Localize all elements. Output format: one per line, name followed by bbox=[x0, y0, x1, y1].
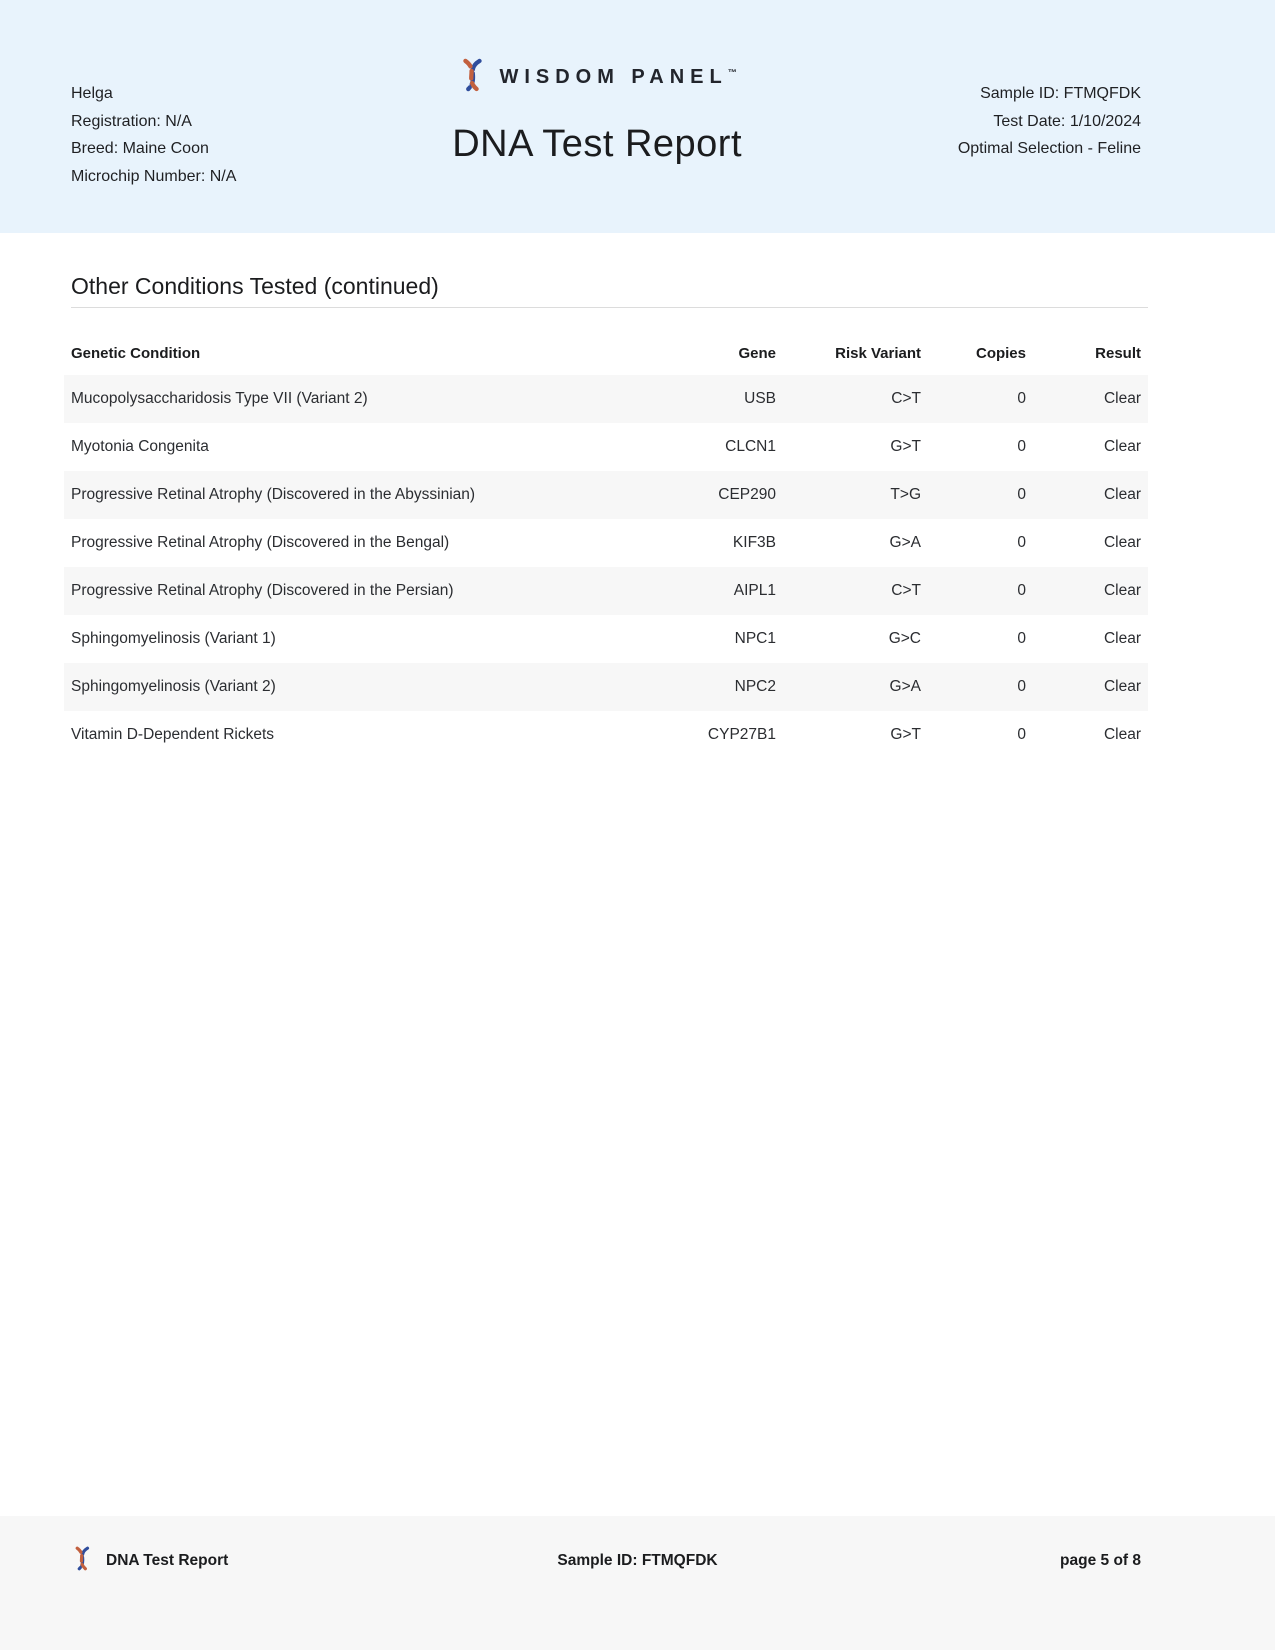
brand-text: WISDOM PANEL bbox=[499, 66, 728, 88]
table-row bbox=[64, 519, 1148, 567]
table-body bbox=[64, 375, 1148, 759]
test-date: Test Date: 1/10/2024 bbox=[993, 112, 1141, 130]
table-row bbox=[64, 471, 1148, 519]
cell-risk-variant: G>A bbox=[889, 678, 921, 695]
brand-wordmark bbox=[499, 66, 736, 89]
cell-copies: 0 bbox=[1017, 726, 1026, 743]
pet-name: Helga bbox=[71, 85, 113, 102]
table-row bbox=[64, 423, 1148, 471]
table-header-row bbox=[64, 308, 1148, 375]
cell-copies: 0 bbox=[1017, 438, 1026, 455]
table-header bbox=[64, 308, 1148, 375]
report-header bbox=[0, 0, 1275, 233]
footer-sample-id: Sample ID: FTMQFDK bbox=[557, 1552, 718, 1569]
cell-result: Clear bbox=[1103, 630, 1141, 647]
cell-genetic-condition: Progressive Retinal Atrophy (Discovered in the Bengal) bbox=[71, 534, 450, 551]
cell-result: Clear bbox=[1103, 486, 1141, 503]
cell-copies: 0 bbox=[1017, 630, 1026, 647]
table-row bbox=[64, 711, 1148, 759]
cell-risk-variant: G>T bbox=[890, 438, 921, 455]
cell-genetic-condition: Progressive Retinal Atrophy (Discovered in the Persian) bbox=[71, 582, 454, 599]
cell-copies: 0 bbox=[1017, 486, 1026, 503]
cell-risk-variant: T>G bbox=[890, 486, 921, 503]
cell-genetic-condition: Myotonia Congenita bbox=[71, 438, 209, 455]
cell-gene: KIF3B bbox=[732, 534, 776, 551]
cell-copies: 0 bbox=[1017, 534, 1026, 551]
product-name: Optimal Selection - Feline bbox=[957, 140, 1141, 157]
cell-copies: 0 bbox=[1017, 582, 1026, 599]
cell-copies: 0 bbox=[1017, 678, 1026, 695]
header-center bbox=[452, 0, 742, 233]
cell-genetic-condition: Mucopolysaccharidosis Type VII (Variant 2) bbox=[71, 390, 368, 407]
page-title: DNA Test Report bbox=[452, 123, 742, 165]
cell-result: Clear bbox=[1103, 534, 1141, 551]
cell-gene: AIPL1 bbox=[733, 582, 776, 599]
cell-gene: CEP290 bbox=[718, 486, 776, 503]
column-header-gene: Gene bbox=[738, 345, 776, 362]
cell-risk-variant: G>C bbox=[888, 630, 921, 647]
pet-info-block bbox=[71, 0, 236, 233]
trademark-symbol: ™ bbox=[727, 67, 737, 78]
cell-risk-variant: G>A bbox=[889, 534, 921, 551]
footer-report-title: DNA Test Report bbox=[106, 1552, 229, 1569]
sample-id: Sample ID: FTMQFDK bbox=[980, 85, 1141, 102]
column-header-risk-variant: Risk Variant bbox=[835, 345, 921, 362]
cell-gene: CYP27B1 bbox=[707, 726, 776, 743]
conditions-table bbox=[64, 308, 1148, 759]
cell-risk-variant: G>T bbox=[890, 726, 921, 743]
column-header-genetic-condition: Genetic Condition bbox=[71, 345, 201, 362]
cell-result: Clear bbox=[1103, 678, 1141, 695]
table-row bbox=[64, 375, 1148, 423]
cell-gene: CLCN1 bbox=[725, 438, 776, 455]
pet-microchip: Microchip Number: N/A bbox=[71, 167, 237, 185]
report-body bbox=[0, 272, 1275, 759]
cell-result: Clear bbox=[1103, 726, 1141, 743]
footer-left bbox=[71, 1546, 228, 1576]
column-header-copies: Copies bbox=[975, 345, 1026, 362]
table-row bbox=[64, 615, 1148, 663]
footer-page-number: page 5 of 8 bbox=[1060, 1552, 1141, 1569]
dna-helix-icon bbox=[71, 1546, 93, 1576]
pet-breed: Breed: Maine Coon bbox=[71, 140, 209, 157]
cell-genetic-condition: Progressive Retinal Atrophy (Discovered in the Abyssinian) bbox=[71, 486, 476, 503]
cell-genetic-condition: Sphingomyelinosis (Variant 2) bbox=[71, 678, 276, 695]
section-title: Other Conditions Tested (continued) bbox=[71, 272, 1148, 308]
cell-genetic-condition: Vitamin D-Dependent Rickets bbox=[71, 726, 275, 743]
pet-registration: Registration: N/A bbox=[71, 112, 192, 130]
cell-gene: USB bbox=[744, 390, 776, 407]
cell-risk-variant: C>T bbox=[891, 390, 921, 407]
cell-risk-variant: C>T bbox=[891, 582, 921, 599]
table-row bbox=[64, 663, 1148, 711]
cell-result: Clear bbox=[1103, 438, 1141, 455]
cell-gene: NPC2 bbox=[734, 678, 776, 695]
sample-info-block bbox=[958, 0, 1141, 233]
column-header-result: Result bbox=[1095, 345, 1141, 362]
report-footer bbox=[0, 1516, 1275, 1650]
dna-helix-icon bbox=[457, 58, 487, 97]
cell-result: Clear bbox=[1103, 582, 1141, 599]
table-row bbox=[64, 567, 1148, 615]
footer-row bbox=[71, 1546, 1141, 1576]
brand-row bbox=[452, 58, 742, 97]
cell-gene: NPC1 bbox=[734, 630, 776, 647]
cell-genetic-condition: Sphingomyelinosis (Variant 1) bbox=[71, 630, 276, 647]
cell-copies: 0 bbox=[1017, 390, 1026, 407]
cell-result: Clear bbox=[1103, 390, 1141, 407]
